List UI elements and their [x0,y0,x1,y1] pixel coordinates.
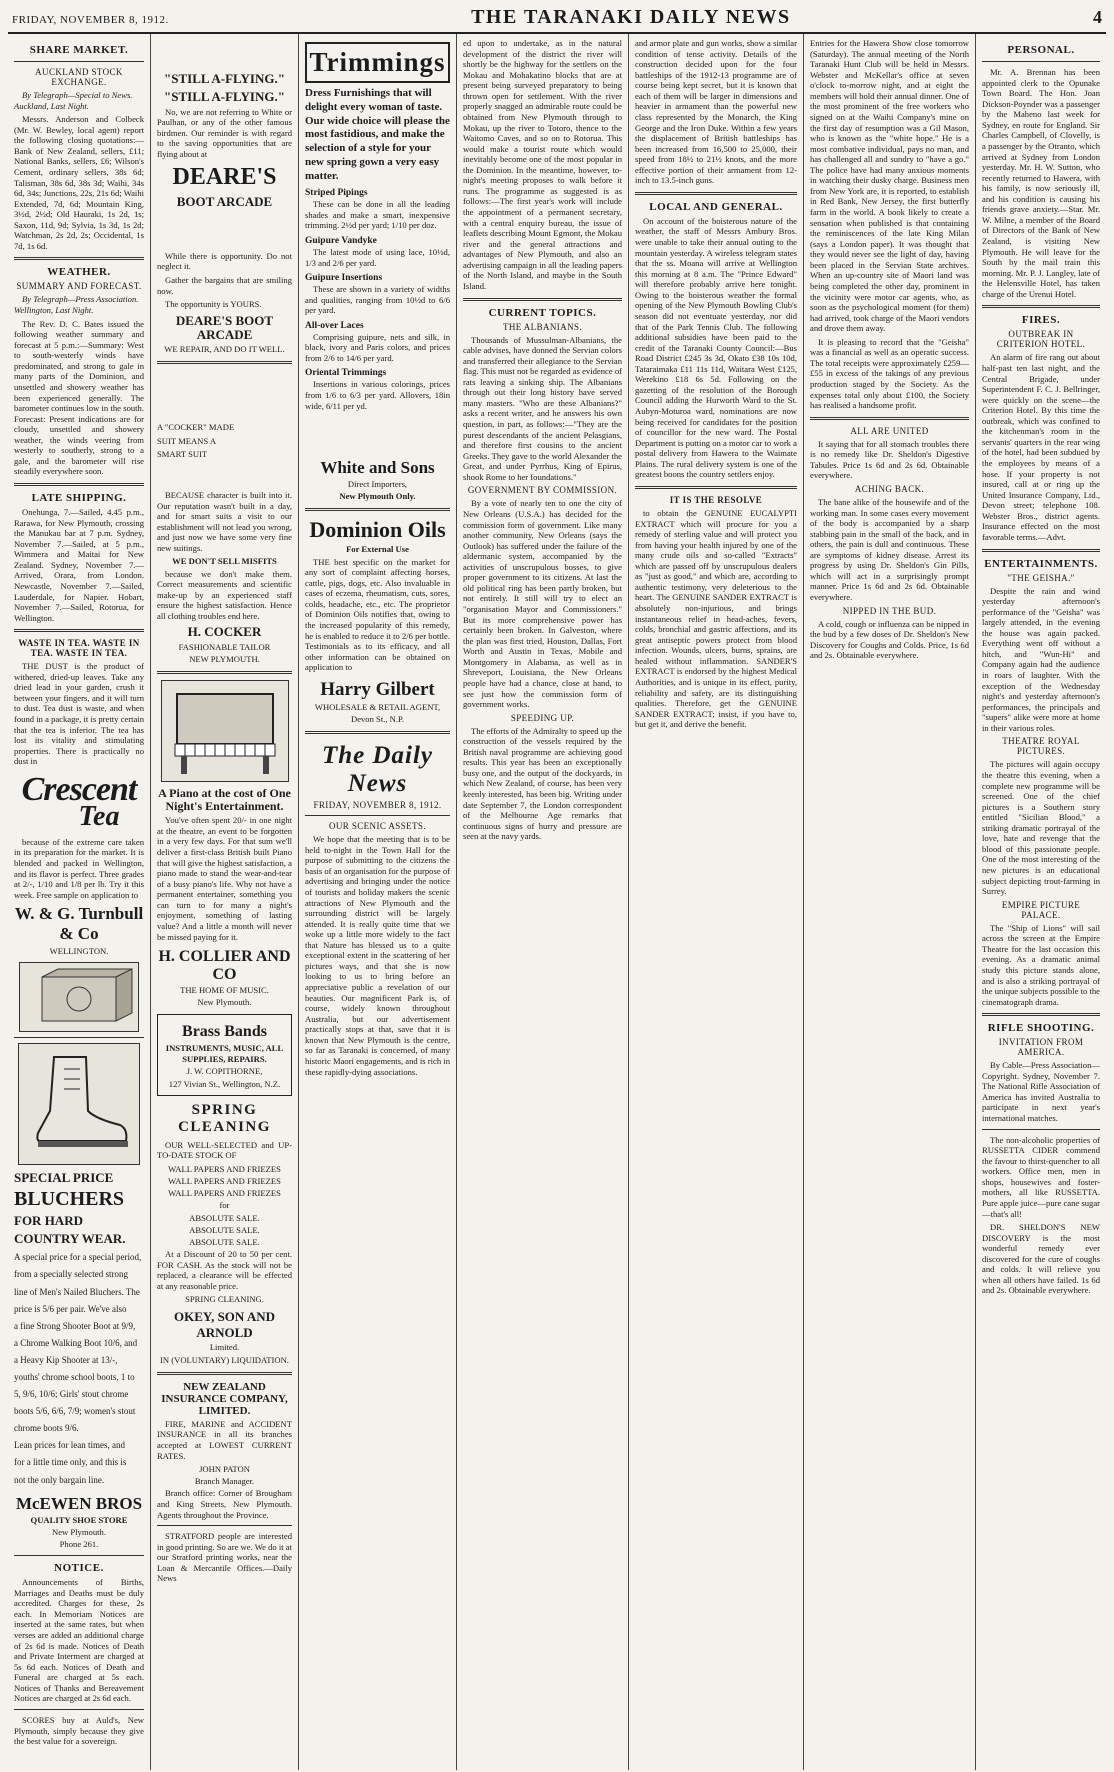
commission-heading: GOVERNMENT BY COMMISSION. [467,485,618,496]
weather-body: The Rev. D. C. Bates issued the following weather summary and forecast at 5 p.m.:—Summary: West to south-westerly winds have predominated, and strong to gale in many parts of the Dominion, and unsettled and showery weather has been experienced generally. The barometer continues low in the south. Forecast: Present indications are for cloudy, unsettled and showery weather, the winds veering from westerly to southerly, strong to a gale, and the barometer will rise steadily everywhere soon. [14,318,144,477]
column-6 [804,34,976,1770]
okey-heading: OKEY, SON AND ARNOLD [173,1309,276,1341]
weather-subheading: SUMMARY AND FORECAST. [16,281,142,292]
commission-body: By a vote of nearly ten to one the city of New Orleans (U.S.A.) has decided for the commission form of government. Like many another community, New Orleans (says the Outlook) has suffered under the failure of the aldermanic system, accompanied by the activities of unscrupulous bosses, to give proper government to its citizens. At last the old political ring has been partly broken, but not entirely. It still will try to elect an "organisation Mayor and Commissioners." But its more comprehensive power has certainly been broken. In Galveston, where the plan was first tried, Houston, Dallas, Fort Worth and Austin in Texas, Mobile and Montgomery in Alabama, as well as in Shreveport, Louisiana, the New Orleans people have had a chance, close at hand, to see just how the commission form of government works. [463,498,622,710]
nz-manager: JOHN PATON [199,1464,250,1475]
piano-body: You've often spent 20/- in one night at the theatre, an event to be forgotten in a very few days. For that sum we'll deliver a first-class British built Piano that will give the highest satisfaction, a piano made to stand the wear-and-tear of a busy piano's life. Why not have a permanent entertainer, something you can turn to for many a night's enjoyment, something of lasting value? And a little a month will never be missed paying for it. [157,815,292,942]
deare-body-3: The opportunity is YOURS. [165,299,262,310]
united-body: It saying that for all stomach troubles there is no remedy like Dr. Sheldon's Digestive Tabules. Price 1s 6d and 2s 6d. Obtainable everywhere. [810,438,969,481]
trimming-body: The latest mode of using lace, 10½d, 1/3 and 2/6 per yard. [305,246,450,268]
sale-body: At a Discount of 20 to 50 per cent. FOR CASH. As the stock will not be replaced, a clearance will be effected at any reasonable price. [157,1249,292,1291]
russetta-notice: The non-alcoholic properties of RUSSETTA CIDER commend the favour to thirst-quencher to all workers. Office men, men in shops, housewives and foster-mothers, all like RUSSETTA. Pure apple juice—pure cane sugar—that's all! [982,1134,1100,1219]
stratford-notice: STRATFORD people are interested in good printing. So are we. We do it at our Stratford printing works, near the Loan & Mercantile Offices.—Daily News [157,1531,292,1584]
daily-news-date: FRIDAY, NOVEMBER 8, 1912. [313,800,442,811]
shoe-line: line of Men's Nailed Bluchers. The [14,1286,140,1297]
trimming-title: Guipure Insertions [305,273,383,284]
deare-boot-arcade-2: DEARE'S BOOT ARCADE [175,312,274,342]
trimming-title: All-over Laces [305,320,364,331]
collier-town: New Plymouth. [197,997,252,1008]
speeding-body: The efforts of the Admiralty to speed up the construction of the vessels required by the British naval programme are achieving good results. This year has been an exceptionally busy one, and the output of the dockyards, in which New Zealand, of course, has been very keenly interested, has been big. Writing under date September 7, the London correspondent of the Melbourne Age remarks that continuous signs of hurry and pressure are seen at the navy yards. [463,725,622,842]
white-sons-sub: Direct Importers, [347,479,408,490]
scenic-body: We hope that the meeting that is to be held to-night in the Town Hall for the purpose of submitting to the citizens the basis of an organisation for the purpose of advertising and bringing under the notice of tourists and holiday makers the scenic attractions of New Plymouth and the surrounding district will be largely attended. It is really quite time that we woke up a little more widely to the fact that Nature has blessed us to a quite exceptional extent in the scattering of her pictures ways, and that she is now looking to us to bring before an appreciative public a revelation of our beauties. Our magnificent Park is, of course, widely known throughout Australia, but our advertisement practically stops at that, save that it is known that New Plymouth is the centre, so far as Taranaki is concerned, of many historic Maori engagements, and is rich in these rapidly-dying associations. [305,834,450,1077]
misfits-body: because we don't make them. Correct measurements and scientific make-up by an experienced staff ensure the highest satisfaction. Hence all clothing troubles end here. [157,568,292,621]
mcewen-tagline: QUALITY SHOE STORE [30,1514,128,1525]
wall-paper-line: WALL PAPERS AND FRIEZES [168,1188,281,1199]
local-general-body: On account of the boisterous nature of the weather, the staff of Messrs Ambury Bros. were unable to take their annual outing to the mountain yesterday. A wireless telegram states that the ss. Moana will arrive at Wellington this morning at 8 a.m. The "Prince Edward" will therefore probably arrive here tonight. Owing to the boisterous weather the formal opening of the New Plymouth Bowling Club's season did not eventuate yesterday, nor did that of the Park Tennis Club. The following additional subsidies have been paid to the credit of the Taranaki County Council:—Bus Road District £245 3s 3d, Okato £38 10s 10d, Tataraimaka £11 11s 11d, Waitara West £125, Werekino £18 6s 5d. Following on the gazetting of the resolution of the Borough Council adding the Hurworth Ward to the St. Aubyn-Moturoa ward, nominations are now being received for candidates for the position of councillor for the new ward. The Postal Department is putting on a motor car to work a postal delivery from Hawera to the Waimate Plains. The rural delivery system is one of the greatest boons the country settlers enjoy. [635,215,797,480]
shoe-line: not the only bargain line. [14,1474,105,1485]
mcewen-town: New Plymouth. [52,1526,106,1537]
shipping-heading: LATE SHIPPING. [31,492,127,504]
geisha-heading: "THE GEISHA." [1007,572,1075,583]
brass-heading: Brass Bands [182,1023,267,1041]
crescent-logo: Crescent [21,770,137,808]
share-market-body: Messrs. Anderson and Colbeck (Mr. W. Bewley, local agent) report the following closing quotations:—Bank of New Zealand, sellers, £11; National Banks, sellers, £6; Wilson's Cement, ordinary sellers, 38s 6d; Talisman, 38s 6d, 38s 3d; Waihi, 34s 6d, 34s; Junctions, 22s, 21s 6d; Waihi Extended, 7d, 6d; Mountain King, 3½d, 2½d; Old Hauraki, 1s 2d, 1s; Saxon, 11d, 9d; Sylvia, 1s 3d, 1s 2d; Watchman, 2s 2d, 2s; Occidental, 1s 7d, 1s 6d. [14,114,144,251]
for-hard: FOR HARD [14,1213,83,1229]
spring-cleaning-2: SPRING CLEANING. [185,1294,264,1305]
nz-manager-title: Branch Manager. [194,1476,255,1487]
united-heading: ALL ARE UNITED [850,425,929,436]
shipping-body: Onehunga, 7.—Sailed, 4.45 p.m., Rarawa, for New Plymouth, crossing the Manukau bar at 7 p.m. Sydney, November 7.—Sailed, at 5 p.m., Wimmera and Maitai for New Zealand. Sydney, November 7.—Arrived, Orara, from London. Newcastle, November 7.—Sailed, Lauderdale, for Napier. Hobart, November 7.—Sailed, Rotorua, for Wellington. [14,507,144,623]
notice-body: Announcements of Births, Marriages and Deaths must be duly accredited. Charges for these, 2s each. In Memoriam Notices are inserted at the same rates, but when verses are added an additional charge of 2s 6d is made. Notices of Death and Private Interment are charged at 5s 6d each. Notices of Death and Funeral are charged at 5s each. Notices of Thanks and Bereavement Notices are charged at 2s 6d each. [14,1577,144,1704]
trimmings-lead: Dress Furnishings that will delight every woman of taste. Our wide choice will please the most fastidious, and make the selection of a style for your new spring gown a very easy matter. [305,87,450,182]
sale-line: ABSOLUTE SALE. [189,1212,260,1223]
country-wear: COUNTRY WEAR. [14,1231,126,1247]
harry-gilbert: Harry Gilbert [320,678,435,700]
share-market-byline: By Telegraph—Special to News. Auckland, Last Night. [14,90,133,111]
trimmings-heading: Trimmings [305,42,450,83]
dominion-oils-body: THE best specific on the market for any sort of complaint affecting horses, cattle, pigs, dogs, etc. Also invaluable in cases of eczema, rheumatism, cuts, sores, colds, headache, etc., etc. The proprietor of Dominion Oils notifies that, owing to the increased popularity of this remedy, he is enabled to reduce it to 2/6 per bottle. Testimonials as to its efficacy, and all other information can be obtained on application to [305,556,450,673]
spring-body: OUR WELL-SELECTED and UP-TO-DATE STOCK OF [157,1139,292,1161]
brass-body: INSTRUMENTS, MUSIC, ALL SUPPLIES, REPAIRS. [165,1043,284,1065]
sale-line: ABSOLUTE SALE. [189,1224,260,1235]
dominion-oils: Dominion Oils [309,517,446,543]
trimming-title: Oriental Trimmings [305,368,387,379]
trimming-body: These can be done in all the leading shades and make a smart, inexpensive trimming. 2½d per yard; 1/10 per doz. [305,199,450,231]
harry-gilbert-sub: WHOLESALE & RETAIL AGENT, [314,701,441,712]
piano-icon [167,686,283,776]
shoe-price-list [14,1249,144,1488]
special-price: SPECIAL PRICE [14,1170,114,1186]
nipped-heading: NIPPED IN THE BUD. [842,605,937,616]
sale-line: ABSOLUTE SALE. [189,1236,260,1247]
cocker-name: H. COCKER [187,624,262,640]
piano-illustration [161,680,289,782]
column-7 [976,34,1106,1770]
harry-gilbert-address: Devon St., N.P. [350,714,404,724]
brass-firm: J. W. COPITHORNE, [186,1066,263,1077]
column-2 [151,34,299,1770]
shoe-line: boots 5/6, 6/6, 7/9; women's stout [14,1406,136,1417]
nipped-body: A cold, cough or influenza can be nipped in the bud by a few doses of Dr. Sheldon's New Discovery for Coughs and Colds. Price, 1s 6d and 2s. Obtainable everywhere. [810,618,969,661]
rifle-heading: RIFLE SHOOTING. [987,1022,1095,1035]
collier-name: H. COLLIER AND CO [158,948,291,984]
shoe-line: for a little time only, and this is [14,1457,127,1468]
resolve-heading: IT IS THE RESOLVE [669,494,763,505]
masthead [8,6,1106,34]
aching-heading: ACHING BACK. [854,483,925,494]
dr-sheldon-notice: DR. SHELDON'S NEW DISCOVERY is the most wonderful remedy ever discovered for the cure of coughs and colds. It will relieve you when all others have failed. 1s 6d and 2s. Obtainable everywhere. [982,1222,1100,1296]
fires-body: An alarm of fire rang out about half-past ten last night, and the Central Brigade, under Superintendent F. C. J. Bellringer, were quickly on the scene—the Criterion Hotel. By this time the outbreak, which was confined to the kitchenman's room in the servants' quarters in the rear wing of the hotel, had been subdued by the employees by means of a hose. If your property is not insured, call at or ring up the United Insurance Company, Ltd., Devon street; telephone 108. Webster Bros., district agents. Insurance effected on the most favorable terms.—Advt. [982,352,1100,542]
scenic-heading: OUR SCENIC ASSETS. [329,821,426,832]
theatre-heading: THEATRE ROYAL PICTURES. [1002,736,1080,757]
share-market-subheading: AUCKLAND STOCK EXCHANGE. [35,67,123,87]
local-general-continued: Entries for the Hawera Show close tomorrow (Saturday). The annual meeting of the North Taranaki Hunt Club will be held in Messrs. Webster and McKellar's office at seven o'clock to-morrow night, and at eight the members will hold their annual dinner. One of the most prominent of the free workers who signed on at the Waihi Company's mine on the first day of resumption was a Gil Mason, who is known as the "white hope." He is a most combative individual, pays no man, and has challenged all and sundry to "have a go." The police have had many anxious moments in watching their dusky charge. Business men from New York are, it is reported, to establish in Red Bank, New Jersey, the first butterfly farm in the world. A book likely to create a sensation when published is that containing the reminiscences of the late King Milan (says a London paper). It was thought that they would never see the light of day, having been placed in the Servian State archives. When an up-country site of Maori land was being completed the other day, prominent in the vicinity were motor car agents, who, as soon as the psychological moment (for them) had arrived, took charge of the Maori vendors and drove them away. [810,38,969,334]
boot-illustration [18,1043,140,1165]
cocker-town: NEW PLYMOUTH. [189,653,260,664]
page-number: 4 [1092,7,1102,27]
fires-heading: FIRES. [1021,314,1061,327]
flying-body: No, we are not referring to White or Paulhan, or any of the other famous birdmen. Our reminder is with regard to the saving opportunities that are flying about at [157,106,292,159]
tea-packet-icon [24,967,134,1027]
bluchers: BLUCHERS [14,1188,125,1211]
personal-body: Mr. A. Brennan has been appointed clerk to the Opunake Town Board. The Hon. Joan Dickson-Poynder was a passenger by the Maheno last week for Sydney, en route for England. Sir Charles Campbell, of Clovelly, is a passenger by the Otranto, which arrived at Sydney from London yesterday. Mr. H. W. Sutton, who recently returned to Hawera, with his family, is now seriously ill, and his condition is causing his friends grave anxiety.—Star. Mr. W. Milne, a member of the Board of Directors of the Bank of New Zealand, is visiting New Plymouth. He will leave for the South by the mail train this morning. Mr. P. J. Langley, late of the Helensville Hotel, has taken charge of the Urenui Hotel. [982,67,1100,299]
empire-body: The "Ship of Lions" will sail across the screen at the Empire Theatre for the last occasion this evening. As a dramatic animal study this picture stands alone, and is also a striking portrayal of the unique subjects possible to the cinematograph drama. [982,922,1100,1007]
still-flying-2: "STILL A-FLYING." [164,89,285,105]
turnbull-town: WELLINGTON. [49,946,109,957]
for-word: for [219,1200,230,1211]
white-sons: White and Sons [320,458,435,478]
boot-icon [24,1049,134,1159]
mcewen-firm: McEWEN BROS [15,1493,143,1513]
daily-news-masthead: The Daily News [321,742,434,798]
spring-cleaning-heading: SPRING CLEANING [178,1101,271,1135]
current-topics-heading: CURRENT TOPICS. [488,306,597,319]
smart-suit: SMART SUIT [157,448,208,459]
nz-insurance-body: FIRE, MARINE and ACCIDENT INSURANCE in all its branches accepted at LOWEST CURRENT RATES. [157,1418,292,1461]
trimming-title: Guipure Vandyke [305,235,377,246]
tea-heading: WASTE IN TEA. WASTE IN TEA. WASTE IN TEA. [18,638,140,659]
weather-byline: By Telegraph—Press Association. Wellington, Last Night. [14,294,139,315]
operatic-body: It is pleasing to record that the "Geisha" was a financial as well as an operatic success. The total receipts were approximately £259—£55 in excess of the takings of any previous production staged by the Society. As the expenses total only about £100, the Society has realised a handsome profit. [810,336,969,411]
local-general-heading: LOCAL AND GENERAL. [649,200,783,213]
column-4 [457,34,629,1770]
collier-sub: THE HOME OF MUSIC. [180,985,269,996]
columns [8,34,1106,1770]
trimming-body: Comprising guipure, nets and silk, in black, ivory and Paris colors, and prices from 2/6 to 14/6 per yard. [305,331,450,363]
rifle-subheading: INVITATION FROM AMERICA. [998,1037,1084,1058]
column-3 [299,34,457,1770]
okey-liquidation: IN (VOLUNTARY) LIQUIDATION. [160,1354,289,1365]
albanians-heading: THE ALBANIANS. [502,321,583,332]
cocker-made: A "COCKER" MADE [157,422,235,433]
shoe-line: Lean prices for lean times, and [14,1440,125,1451]
cocker-body: BECAUSE character is built into it. Our reputation wasn't built in a day, and for smart suits a visit to our establishment will not lead you wrong, and just now we have some very fine new suitings. [157,489,292,553]
fires-subheading: OUTBREAK IN CRITERION HOTEL. [996,329,1086,350]
brass-bands-ad [157,1014,292,1095]
notice-heading: NOTICE. [54,1562,104,1575]
okey-limited: Limited. [209,1342,240,1353]
still-flying-1: "STILL A-FLYING." [164,71,285,86]
shoe-line: 5, 9/6, 10/6; Girls' stout chrome [14,1389,129,1400]
suit-means: SUIT MEANS A [157,435,217,446]
shoe-line: a fine Strong Shooter Boot at 9/9, [14,1320,136,1331]
dominion-oils-sub: For External Use [346,544,409,555]
wall-paper-line: WALL PAPERS AND FRIEZES [168,1176,281,1187]
nz-insurance-heading: NEW ZEALAND INSURANCE COMPANY, LIMITED. [161,1380,288,1417]
share-market-heading: SHARE MARKET. [29,44,129,56]
weather-heading: WEATHER. [47,266,111,279]
tea-packet-illustration [19,962,139,1032]
speeding-heading: SPEEDING UP. [510,712,575,723]
trimming-body: Insertions in various colorings, prices from 1/6 to 6/3 per yard. Allovers, 18in wide, 6/11 per yd. [305,379,450,411]
mcewen-phone: Phone 261. [59,1539,99,1550]
shoe-line: chrome boots 9/6. [14,1423,79,1434]
tea-logo: Tea [78,800,120,832]
issue-date: FRIDAY, NOVEMBER 8, 1912. [12,14,169,26]
brass-address: 127 Vivian St., Wellington, N.Z. [168,1078,281,1089]
deare-body-2: Gather the bargains that are smiling now. [157,275,292,296]
shoe-line: a Chrome Walking Boot 10/6, and [14,1337,138,1348]
entertainments-heading: ENTERTAINMENTS. [984,557,1098,570]
trimming-body: These are shown in a variety of widths and qualities, ranging from 10½d to 6/6 per yard. [305,284,450,316]
scenic-continued: ed upon to undertake, as in the natural development of the district the river will shortly be the highway for the settlers on the Mokau and Mohakatino blocks that are at present being surveyed preparatory to being thrown open for settlement. With the river properly snagged an admirable route could be obtained from New Plymouth through to Mokau, up the river to Totoro, thence to the Waitomo Caves, and so on to Rotorua. This would make a tourist route which would inevitably become one of the most popular in the Dominion. In the meantime, however, to-night's meeting proposes to walk before it runs. The programme as suggested is as follows:—The first year's work will include the appointment of a permanent secretary, with a central enquiry bureau, the issue of leaflets describing Mount Egmont, the Mokau river and the general attractions and advantages of New Plymouth, and also an advertising campaign in all the leading papers of the North Island, and maybe in the South Island. [463,38,622,291]
boot-arcade: BOOT ARCADE [176,193,273,209]
empire-heading: EMPIRE PICTURE PALACE. [1001,899,1081,920]
resolve-body: to obtain the GENUINE EUCALYPTI EXTRACT which will procure for you a remedy of sterling value and will protect you from having your health injured by one of the many crude oils and so-called "Extracts" which are passed off by unscrupulous dealers as "just as good," and which are, according to authentic testimony, very deleterious to the heart. The GENUINE SANDER EXTRACT is absolutely non-injurious, and brings instantaneous relief in head-aches, fevers, colds, bronchial and gastric affections, and its great antiseptic powers protect from blood infection. Wounds, ulcers, burns, sprains, are healed without inflammation. SANDER'S EXTRACT is endorsed by the highest Medical Authorities, and is unique in its effect, purity, reliability and safety, are its distinguishing qualities. Therefore, get the GENUINE SANDER EXTRACT; insist, if you have to, but get it, and derive the benefit. [635,507,797,730]
albanians-body: Thousands of Mussulman-Albanians, the cable advises, have donned the Servian colors and transferred their allegiance to the Servian flag. This must not be regarded as evidence of rats leaving a sinking ship. The Albanians through out their long history have served many masters. "Who are these Albanians?" asks a recent writer, and he answers his own question, in part, as follows:—"They are the purest descendants of the ancient Pelasgians, and therefore first cousins to the ancient Greeks. They gave to the world Alexander the Great, and under Pyrrhus, King of Epirus, shook Rome to her foundations." [463,334,622,482]
shoe-line: youths' chrome school boots, 1 to [14,1372,135,1383]
misfits-heading: WE DON'T SELL MISFITS [172,556,277,567]
turnbull-firm: W. & G. Turnbull & Co [14,904,144,944]
shoe-line: price is 5/6 per pair. We've also [14,1303,127,1314]
geisha-body: Despite the rain and wind yesterday afternoon's performance of the "Geisha" was largely attended, in the evening the house was again packed. Everything went off without a hitch, and "Wun-Hi" and Company again had the audience in roars of laughter. With the exception of the Wednesday night's and yesterday afternoon's performances, the principals and "supers" alike were more at home in their various roles. [982,585,1100,733]
piano-heading: A Piano at the cost of One Night's Entertainment. [158,785,291,814]
newspaper-title: THE TARANAKI DAILY NEWS [471,6,791,28]
tea-body: THE DUST is the product of withered, dried-up leaves. Take any dried lead in your garden, crush it between your fingers, and it will turn to dust. Tea dust is waste, and when found in a package, it is pretty certain that the tea is inferior. The tea has lost its vitality and stimulating properties. There is practically no dust in [14,661,144,767]
rifle-body: By Cable—Press Association—Copyright. Sydney, November 7. The National Rifle Association of America has invited Australia to participate in next year's international matches. [982,1060,1100,1123]
cocker-sub: FASHIONABLE TAILOR [178,641,271,652]
shoe-line: A special price for a special period, [14,1252,142,1263]
tea-body-2: because of the extreme care taken in its preparation for the market. It is blended and packed in Wellington, and its flavor is perfect. Three grades at 2/-, 1/10 and 1/8 per lb. Try it this week. Free sample on application to [14,836,144,900]
deare-repair: WE REPAIR, AND DO IT WELL. [164,344,285,355]
deare-title: DEARE'S [172,164,277,191]
personal-heading: PERSONAL. [1007,44,1075,56]
shoe-line: from a specially selected strong [14,1269,128,1280]
trimming-title: Striped Pipings [305,188,368,199]
auld-notice: SCORES buy at Auld's, New Plymouth, simply because they give the best value for a sovereign. [14,1714,144,1747]
column-1 [8,34,151,1770]
aching-body: The bane alike of the housewife and of the working man. In some cases every movement of the body is accompanied by a sharp stabbing pain in the small of the back, and in others, the pain is dull and continuous. These are symptoms of kidney disease. Arrest its progress by using Dr. Sheldon's Gin Pills, which will act in a surprisingly prompt manner. Price 1s 6d and 2s 6d. Obtainable everywhere. [810,496,969,602]
theatre-body: The pictures will again occupy the theatre this evening, when a complete new programme will be screened. One of the chief pictures is a Southern story entitled "Sicilian Blood," a striking dramatic portrayal of the love, hate and revenge that the blood of this passionate people. One of the most interesting of the new pictures is an educational subject depicting trout-farming in Surrey. [982,759,1100,897]
white-sons-town: New Plymouth Only. [339,491,416,502]
column-5 [629,34,804,1770]
nz-branch: Branch office: Corner of Brougham and King Streets, New Plymouth. Agents throughout the Province. [157,1488,292,1520]
speeding-continued: and armor plate and gun works, show a similar condition of tense activity. Details of the construction decided upon for the four battleships of the 1912-13 programme are of course being kept secret, but it is known that each of them will be larger in dimensions and heavier in armament than the powerful new class represented by the Monarch, the King George and the Iron Duke. Within a few years the displacement of British battleships has been increased from 16,500 to 25,000, their speed from 18½ to 21½ knots, and the more effective portion of their armament from 12-inch to 13.5-inch guns. [635,38,797,186]
wall-paper-line: WALL PAPERS AND FRIEZES [168,1163,281,1174]
shoe-line: a Heavy Kip Shooter at 13/-, [14,1354,118,1365]
deare-body-1: While there is opportunity. Do not neglect it. [157,250,292,272]
